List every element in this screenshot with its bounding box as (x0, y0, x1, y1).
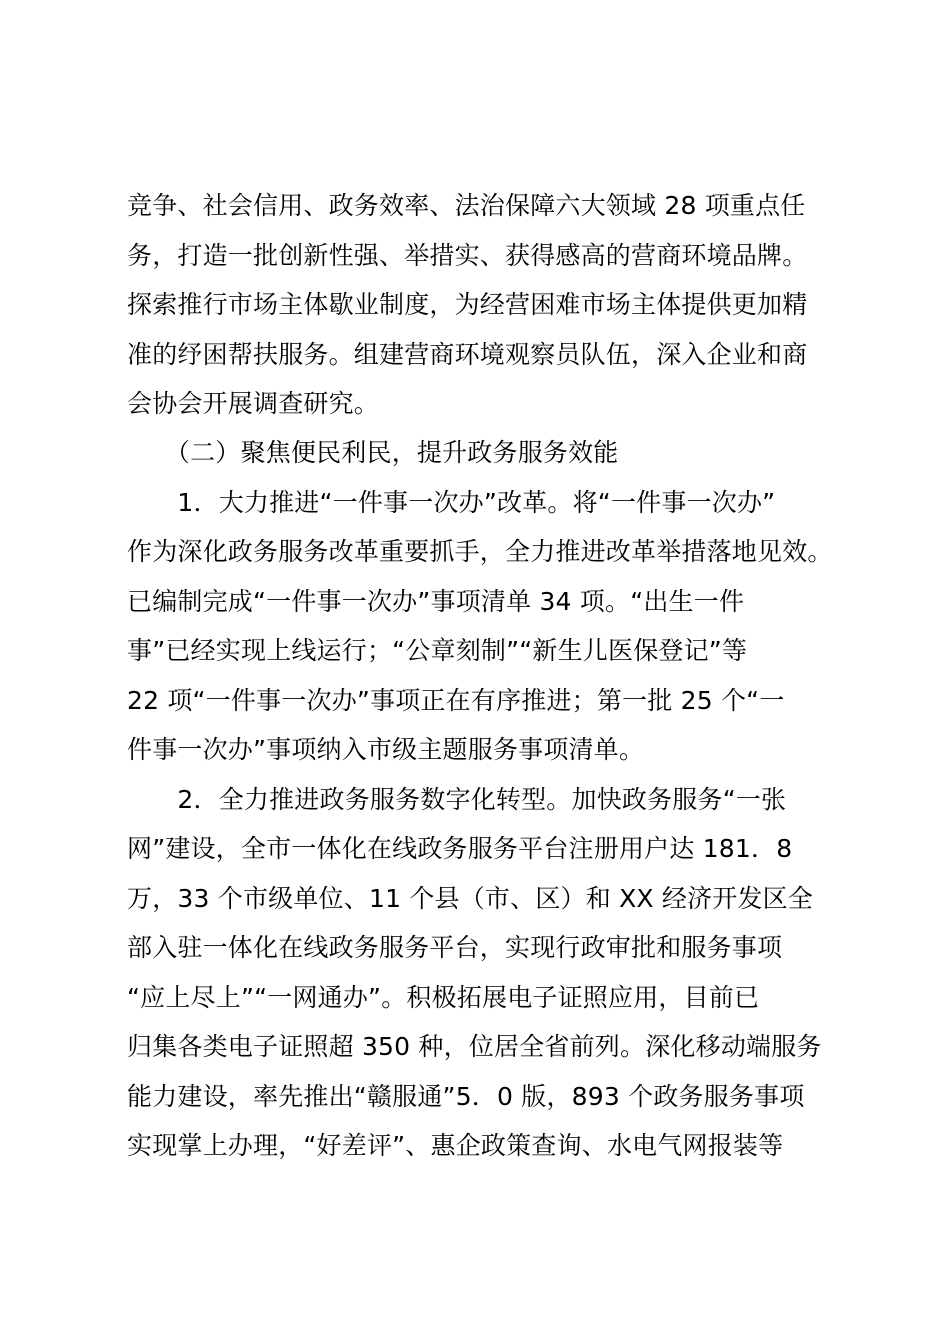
text-line: 网”建设，全市一体化在线政务服务平台注册用户达 181．8 (127, 834, 793, 863)
text-line: 部入驻一体化在线政务服务平台，实现行政审批和服务事项 (127, 933, 783, 962)
text-line: 件事一次办”事项纳入市级主题服务事项清单。 (127, 735, 645, 764)
text-line: 归集各类电子证照超 350 种，位居全省前列。深化移动端服务 (127, 1032, 822, 1061)
text-line: 已编制完成“一件事一次办”事项清单 34 项。“出生一件 (127, 587, 745, 616)
text-line: 务，打造一批创新性强、举措实、获得感高的营商环境品牌。 (127, 241, 808, 270)
text-line: 2．全力推进政务服务数字化转型。加快政务服务“一张 (127, 785, 787, 814)
text-line: 22 项“一件事一次办”事项正在有序推进；第一批 25 个“一 (127, 686, 785, 715)
text-line: 会协会开展调查研究。 (127, 389, 380, 418)
section-heading: （二）聚焦便民利民，提升政务服务效能 (127, 438, 619, 467)
text-line: 探索推行市场主体歇业制度，为经营困难市场主体提供更加精 (127, 290, 808, 319)
text-line: 1．大力推进“一件事一次办”改革。将“一件事一次办” (127, 488, 776, 517)
text-line: 作为深化政务服务改革重要抓手，全力推进改革举措落地见效。 (127, 537, 833, 566)
text-line: 万，33 个市级单位、11 个县（市、区）和 XX 经济开发区全 (127, 884, 814, 913)
text-line: 准的纾困帮扶服务。组建营商环境观察员队伍，深入企业和商 (127, 340, 808, 369)
text-line: “应上尽上”“一网通办”。积极拓展电子证照应用，目前已 (127, 983, 760, 1012)
text-line: 能力建设，率先推出“赣服通”5．0 版，893 个政务服务事项 (127, 1082, 805, 1111)
text-line: 实现掌上办理，“好差评”、惠企政策查询、水电气网报装等 (127, 1131, 784, 1160)
text-line: 事”已经实现上线运行；“公章刻制”“新生儿医保登记”等 (127, 636, 748, 665)
text-line: 竞争、社会信用、政务效率、法治保障六大领域 28 项重点任 (127, 191, 806, 220)
